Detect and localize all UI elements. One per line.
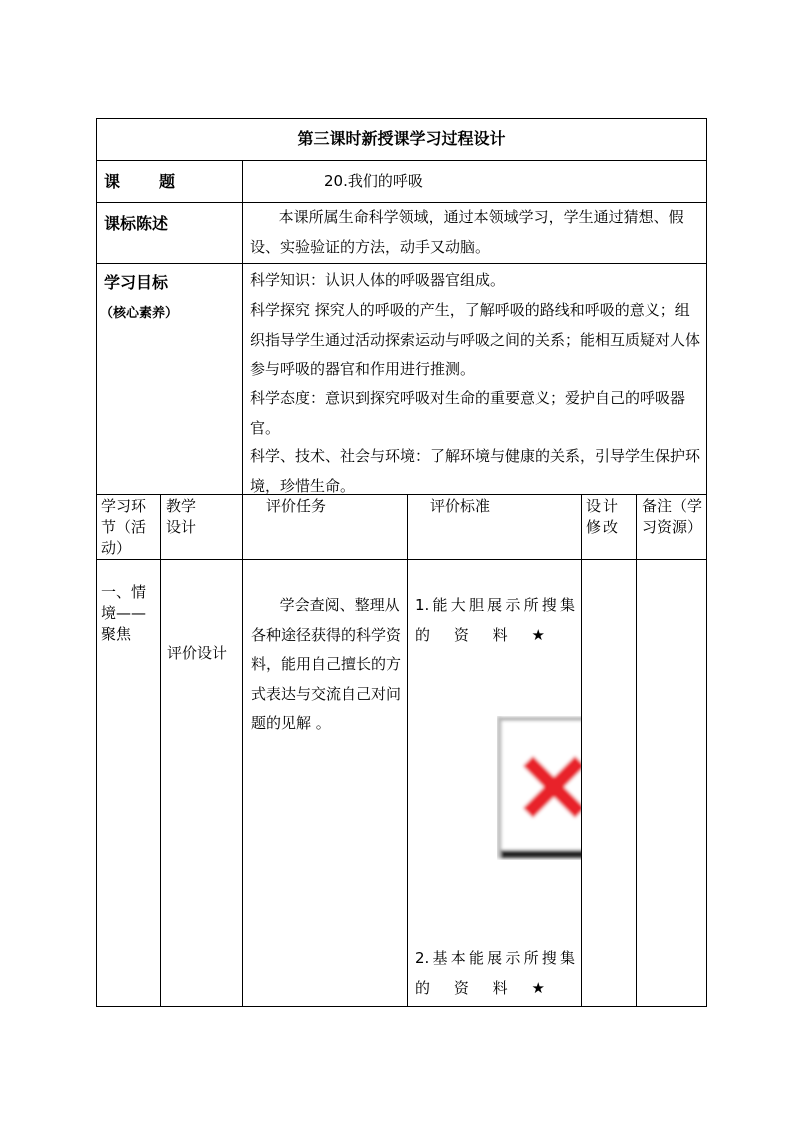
document-title: 第三课时新授课学习过程设计: [297, 129, 506, 148]
header-task: 评价任务: [266, 497, 327, 515]
objectives-sublabel: （核心素养）: [100, 306, 179, 321]
objective-item: 科学知识：认识人体的呼吸器官组成。: [250, 271, 506, 289]
standard-text: 本课所属生命科学领域，通过本领域学习，学生通过猜想、假设、实验验证的方法，动手又动脑。: [250, 208, 684, 256]
row-criteria-1: 1.能大胆展示所搜集的 资 料 ★: [415, 596, 575, 644]
header-criteria: 评价标准: [430, 497, 491, 515]
row-design: 评价设计: [167, 644, 228, 662]
header-revise: 设计修改: [586, 497, 621, 536]
objective-item: 科学、技术、社会与环境：了解环境与健康的关系，引导学生保护环境，珍惜生命。: [250, 447, 701, 495]
header-remark: 备注（学习资源）: [642, 497, 703, 536]
row-criteria-2: 2.基本能展示所搜集的 资 料 ★: [415, 949, 575, 997]
row-task: 学会查阅、整理从各种途径获得的科学资料，能用自己擅长的方式表达与交流自己对问题的见解 。: [251, 596, 402, 732]
objective-item: 科学态度：意识到探究呼吸对生命的重要意义；爱护自己的呼吸器官。: [250, 389, 686, 437]
topic-label: 课 题: [104, 172, 175, 191]
row-stage: 一、情境——聚焦: [101, 583, 147, 643]
standard-label: 课标陈述: [104, 214, 169, 233]
objectives-label: 学习目标: [104, 273, 169, 292]
header-stage: 学习环节（活动）: [101, 497, 147, 557]
objective-item: 科学探究 探究人的呼吸的产生，了解呼吸的路线和呼吸的意义；组织指导学生通过活动探索运动与呼吸之间的关系；能相互质疑对人体参与呼吸的器官和作用进行推测。: [250, 301, 701, 378]
topic-value: 20.我们的呼吸: [324, 172, 423, 190]
header-design: 教学设计: [166, 497, 197, 536]
broken-image-icon: [497, 716, 581, 860]
